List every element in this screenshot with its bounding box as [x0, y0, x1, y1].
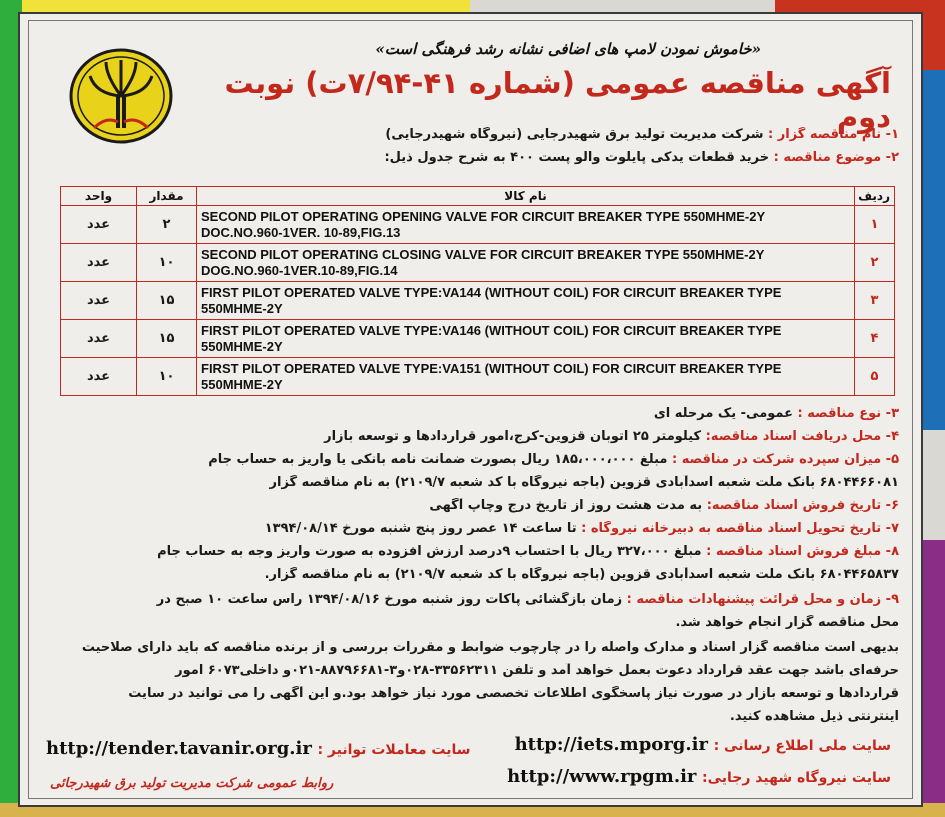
detail-text: قراردادها و توسعه بازار در صورت نیاز پاسخگوی اطلاعات تخصصی مورد نیاز خواهد بود.و این آگهی را می توانید در سایت — [128, 686, 899, 701]
detail-line — [39, 521, 899, 536]
item-1-label: ۱- نام مناقصه گزار : — [768, 127, 899, 142]
detail-text: زمان بازگشائی پاکات روز شنبه مورخ ۱۳۹۴/۰۸/۱۶ راس ساعت ۱۰ صبح در — [156, 592, 627, 607]
item-quantity: ۱۰ — [137, 244, 197, 282]
item-unit: عدد — [61, 320, 137, 358]
table-row — [61, 244, 895, 282]
detail-text: مبلغ ۱۸۵،۰۰۰،۰۰۰ ریال بصورت ضمانت نامه بانکی یا واریز به حساب جام — [208, 452, 672, 467]
detail-line — [39, 709, 899, 724]
detail-label: ۹- زمان و محل قرائت پیشنهادات مناقصه : — [626, 592, 899, 607]
item-unit: عدد — [61, 244, 137, 282]
item-2-text: خرید قطعات یدکی پایلوت والو پست ۴۰۰ به شرح جدول ذیل: — [384, 150, 774, 165]
detail-line — [39, 592, 899, 607]
border-purple — [923, 540, 945, 817]
row-number: ۱ — [855, 206, 895, 244]
detail-text: بدیهی است مناقصه گزار اسناد و مدارک واصله را در چارچوب ضوابط و مقررات بررسی و از برنده مناقصه که باید دارای صلاحیت — [81, 640, 899, 655]
detail-line — [39, 640, 899, 655]
detail-line — [39, 615, 899, 630]
table-header-row — [61, 187, 895, 206]
public-relations-signature: روابط عمومی شرکت مدیریت تولید برق شهیدرجائی — [50, 776, 334, 791]
item-2 — [39, 150, 899, 165]
item-1-text: شرکت مدیریت تولید برق شهیدرجایی (نیروگاه شهیدرجایی) — [385, 127, 769, 142]
detail-line — [39, 498, 899, 513]
detail-text: مبلغ ۳۲۷،۰۰۰ ریال با احتساب ۹درصد ارزش افزوده به صورت واریز وجه به حساب جام — [157, 544, 707, 559]
plant-site-label: سایت نیروگاه شهید رجایی: — [701, 770, 891, 786]
detail-text: کیلومتر ۲۵ اتوبان قزوین-کرج،امور قراردادها و توسعه بازار — [324, 429, 706, 444]
detail-text: تا ساعت ۱۴ عصر روز پنج شنبه مورخ ۱۳۹۴/۰۸/۱۴ — [264, 521, 582, 536]
detail-label: ۵- میزان سپرده شرکت در مناقصه : — [672, 452, 899, 467]
item-quantity: ۱۵ — [137, 282, 197, 320]
detail-text: عمومی- یک مرحله ای — [653, 406, 798, 421]
detail-line — [39, 475, 899, 490]
item-1 — [39, 127, 899, 142]
advertisement-page — [18, 12, 923, 807]
detail-label: ۴- محل دریافت اسناد مناقصه: — [705, 429, 899, 444]
page-title: آگهی مناقصه عمومی (شماره ۴۱-۷/۹۴ت) نوبت دوم — [224, 66, 891, 134]
detail-text: حرفه‌ای باشد جهت عقد قرارداد دعوت بعمل خواهد آمد و تلفن ۳۳۵۶۲۳۱۱-۰۲۸و۳-۸۸۷۹۶۶۸۱-۰۲۱و داخلی۶۰۷۳ امور — [175, 663, 899, 678]
row-number: ۴ — [855, 320, 895, 358]
detail-line — [39, 452, 899, 467]
item-quantity: ۱۰ — [137, 358, 197, 396]
header-quantity: مقدار — [137, 187, 197, 206]
item-2-label: ۲- موضوع مناقصه : — [773, 150, 899, 165]
item-unit: عدد — [61, 206, 137, 244]
national-site-link[interactable]: http://iets.mporg.ir — [514, 734, 708, 755]
detail-text: محل مناقصه گزار انجام خواهد شد. — [675, 615, 899, 630]
items-table — [60, 186, 895, 396]
item-quantity: ۲ — [137, 206, 197, 244]
detail-line — [39, 686, 899, 701]
plant-site — [507, 766, 891, 787]
header-unit: واحد — [61, 187, 137, 206]
detail-line — [39, 544, 899, 559]
detail-label: ۳- نوع مناقصه : — [797, 406, 899, 421]
table-row — [61, 320, 895, 358]
item-unit: عدد — [61, 282, 137, 320]
item-name: FIRST PILOT OPERATED VALVE TYPE:VA144 (WITHOUT COIL) FOR CIRCUIT BREAKER TYPE 550MHME-2Y — [197, 282, 855, 320]
detail-line — [39, 429, 899, 444]
motto: «خاموش نمودن لامپ های اضافی نشانه رشد فرهنگی است» — [375, 40, 761, 58]
table-row — [61, 282, 895, 320]
tavanir-site-link[interactable]: http://tender.tavanir.org.ir — [46, 738, 312, 759]
header-item-name: نام کالا — [197, 187, 855, 206]
detail-label: ۷- تاریخ تحویل اسناد مناقصه به دبیرخانه نیروگاه : — [581, 521, 899, 536]
table-row — [61, 206, 895, 244]
detail-label: ۸- مبلغ فروش اسناد مناقصه : — [706, 544, 899, 559]
item-name: SECOND PILOT OPERATING CLOSING VALVE FOR CIRCUIT BREAKER TYPE 550MHME-2Y DOG.NO.960-1VER.10-89,FIG.14 — [197, 244, 855, 282]
detail-text: ۶۸۰۴۴۶۵۸۳۷ بانک ملت شعبه اسدآبادی قزوین (باجه نیروگاه با کد شعبه ۲۱۰۹/۷) به نام مناقصه گزار. — [264, 567, 899, 582]
table-row — [61, 358, 895, 396]
detail-text: ۶۸۰۴۴۶۶۰۸۱ بانک ملت شعبه اسدآبادی قزوین (باجه نیروگاه با کد شعبه ۲۱۰۹/۷) به نام مناقصه گزار — [269, 475, 899, 490]
detail-line — [39, 663, 899, 678]
item-name: FIRST PILOT OPERATED VALVE TYPE:VA146 (WITHOUT COIL) FOR CIRCUIT BREAKER TYPE 550MHME-2Y — [197, 320, 855, 358]
row-number: ۳ — [855, 282, 895, 320]
row-number: ۵ — [855, 358, 895, 396]
row-number: ۲ — [855, 244, 895, 282]
detail-text: اینترنتی ذیل مشاهده کنید. — [729, 709, 899, 724]
national-site-label: سایت ملی اطلاع رسانی : — [713, 738, 891, 754]
item-quantity: ۱۵ — [137, 320, 197, 358]
plant-site-link[interactable]: http://www.rpgm.ir — [507, 766, 697, 787]
detail-text: به مدت هشت روز از تاریخ درج وچاپ آگهی — [429, 498, 707, 513]
border-blue — [923, 70, 945, 430]
detail-label: ۶- تاریخ فروش اسناد مناقصه: — [706, 498, 899, 513]
tavanir-site — [46, 738, 470, 759]
item-name: FIRST PILOT OPERATED VALVE TYPE:VA151 (WITHOUT COIL) FOR CIRCUIT BREAKER TYPE 550MHME-2Y — [197, 358, 855, 396]
national-site — [515, 734, 891, 755]
tavanir-site-label: سایت معاملات توانیر : — [317, 742, 471, 758]
detail-line — [39, 406, 899, 421]
item-unit: عدد — [61, 358, 137, 396]
item-name: SECOND PILOT OPERATING OPENING VALVE FOR CIRCUIT BREAKER TYPE 550MHME-2Y DOC.NO.960-1VER. 10-89,FIG.13 — [197, 206, 855, 244]
detail-line — [39, 567, 899, 582]
header-row-number: ردیف — [855, 187, 895, 206]
